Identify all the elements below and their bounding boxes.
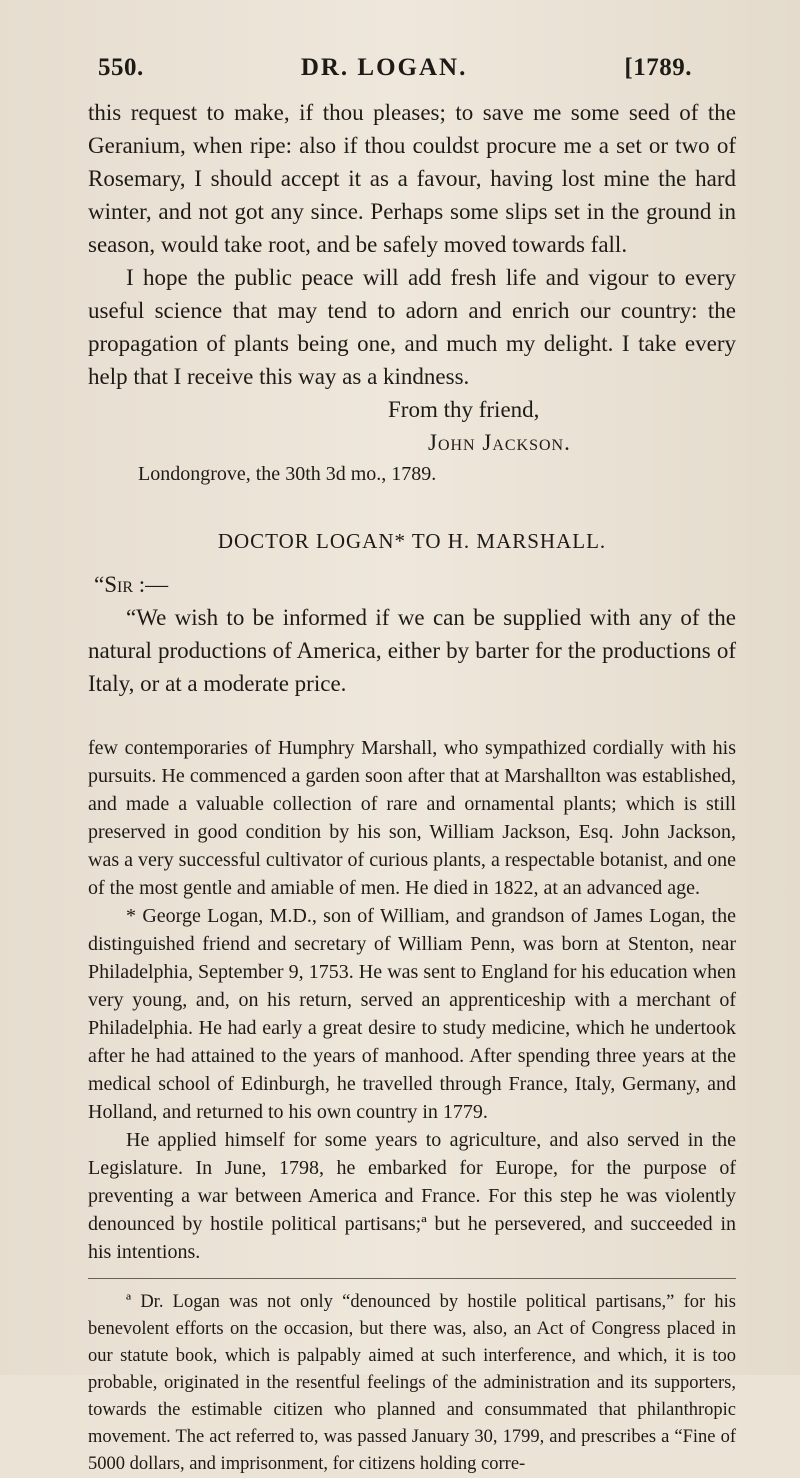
footnote-divider	[88, 1278, 736, 1279]
biography-paragraph-1: few contemporaries of Humphry Marshall, who sympathized cordially with his pursuits. He commenced a garden soon after that at Marshallton was established, and made a valuable collection of rare and ornamental plants; which is still preserved in good condition by his son, William Jackson, Esq. John Jackson, was a very successful cultivator of curious plants, a respectable botanist, and one of the most gentle and amiable of men. He died in 1822, at an advanced age.	[88, 737, 736, 899]
letter-two-paragraph-1: “We wish to be informed if we can be supplied with any of the natural productions of America, either by barter for the productions of Italy, or at a moderate price.	[88, 605, 736, 696]
letter-one-paragraph-2: I hope the public peace will add fresh life and vigour to every useful science that may tend to adorn and enrich our country: the propagation of plants being one, and much my delight. I take every help that I receive this way as a kindness.	[88, 265, 736, 389]
biography-paragraph-2: * George Logan, M.D., son of William, and grandson of James Logan, the distinguished friend and secretary of William Penn, was born at Stenton, near Philadelphia, September 9, 1753. He was sent to England for his education when very young, and, on his return, served an apprenticeship with a merchant of Philadelphia. He had early a great desire to study medicine, which he undertook after he had attained to the years of manhood. After spending three years at the medical school of Edinburgh, he travelled through France, Italy, Germany, and Holland, and returned to his own country in 1779.	[88, 905, 736, 1123]
running-head-year: [1789.	[624, 54, 692, 81]
biography-paragraph-3: He applied himself for some years to agriculture, and also served in the Legislature. In June, 1798, he embarked for Europe, for the purpose of preventing a war between America and France. For this step he was violently denounced by hostile political partisans;ª but he persevered, and succeeded in his intentions.	[88, 1129, 736, 1263]
footnote: ª Dr. Logan was not only “denounced by hostile political partisans,” for his benevolent efforts on the occasion, but there was, also, an Act of Congress placed in our statute book, which is palpably aimed at such interference, and which, it is too probable, originated in the resentful feelings of the administration and its supporters, towards the estimable citizen who planned and consummated that philanthropic movement. The act referred to, was passed January 30, 1799, and prescribes a “Fine of 5000 dollars, and imprisonment, for citizens holding corre-	[88, 1292, 736, 1474]
letter-one-dateline: Londongrove, the 30th 3d mo., 1789.	[138, 463, 437, 485]
running-head-title: DR. LOGAN.	[300, 54, 468, 81]
running-head	[88, 54, 736, 82]
letter-one-closing: From thy friend,	[388, 397, 540, 422]
letter-one-signature: John Jackson.	[428, 430, 571, 455]
letter-two-heading: DOCTOR LOGAN* TO H. MARSHALL.	[217, 529, 607, 553]
letter-one-paragraph-1: this request to make, if thou pleases; to save me some seed of the Geranium, when ripe: also if thou couldst procure me a set or two of Rosemary, I should accept it as a favour, having lost mine the hard winter, and not got any since. Perhaps some slips set in the ground in season, would take root, and be safely moved towards fall.	[88, 100, 736, 257]
letter-two-salutation: “Sir :—	[94, 572, 169, 597]
page-number: 550.	[98, 54, 144, 81]
